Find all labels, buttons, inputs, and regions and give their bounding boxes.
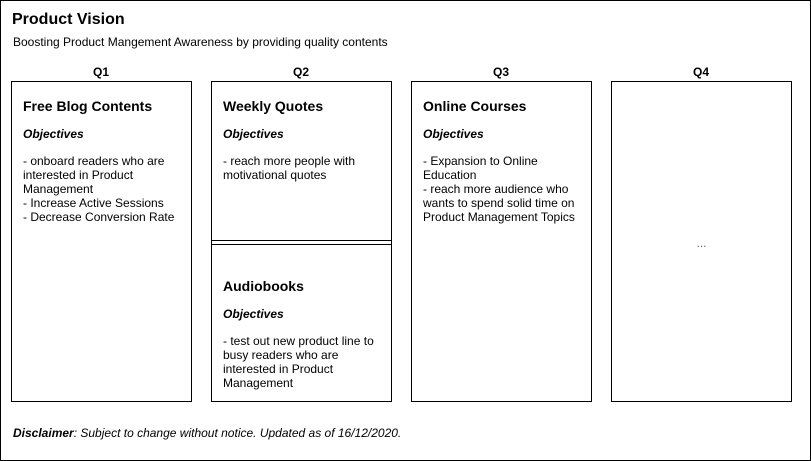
objective-line: - reach more audience who (423, 182, 569, 196)
objective-line: - reach more people with (223, 154, 356, 168)
card-q2-split (211, 81, 392, 402)
card-online-courses (411, 81, 592, 402)
disclaimer-label: Disclaimer (13, 426, 74, 440)
card-weekly-quotes (223, 98, 383, 182)
objectives-list (223, 334, 383, 390)
card-divider (212, 244, 391, 245)
objectives-label: Objectives (23, 127, 84, 141)
objective-line: Product Management Topics (423, 210, 575, 224)
objective-line: interested in Product (223, 362, 334, 376)
card-q4-placeholder (611, 81, 792, 402)
card-title: Free Blog Contents (23, 98, 153, 114)
card-free-blog-contents (11, 81, 192, 402)
objectives-list (423, 154, 583, 224)
quarter-label-q4: Q4 (692, 65, 709, 79)
objective-line: interested in Product (23, 168, 134, 182)
objective-line: Management (23, 182, 94, 196)
page-title: Product Vision (12, 11, 125, 28)
card-title: Online Courses (423, 98, 527, 114)
card-title: Audiobooks (223, 278, 304, 294)
objective-line: wants to spend solid time on (423, 196, 575, 210)
objective-line: - test out new product line to (223, 334, 374, 348)
card-audiobooks (223, 278, 383, 390)
quarter-label-q3: Q3 (492, 65, 509, 79)
objective-line: busy readers who are (223, 348, 339, 362)
objectives-list (23, 154, 183, 224)
page-subtitle: Boosting Product Mangement Awareness by providing quality contents (13, 35, 388, 49)
objective-line: Education (423, 168, 477, 182)
card-divider (212, 240, 391, 241)
disclaimer-text: : Subject to change without notice. Updated as of 16/12/2020. (73, 426, 402, 440)
objective-line: - onboard readers who are (23, 154, 165, 168)
objective-line: Management (223, 376, 294, 390)
card-title: Weekly Quotes (223, 98, 324, 114)
placeholder-ellipsis: ... (696, 236, 707, 250)
objectives-label: Objectives (223, 127, 284, 141)
objective-line: - Expansion to Online (423, 154, 538, 168)
objectives-label: Objectives (423, 127, 484, 141)
objectives-list (223, 154, 383, 182)
objective-line: - Increase Active Sessions (23, 196, 164, 210)
quarter-label-q2: Q2 (292, 65, 309, 79)
quarter-label-q1: Q1 (92, 65, 109, 79)
objective-line: - Decrease Conversion Rate (23, 210, 175, 224)
objectives-label: Objectives (223, 307, 284, 321)
objective-line: motivational quotes (223, 168, 327, 182)
disclaimer (13, 426, 401, 440)
